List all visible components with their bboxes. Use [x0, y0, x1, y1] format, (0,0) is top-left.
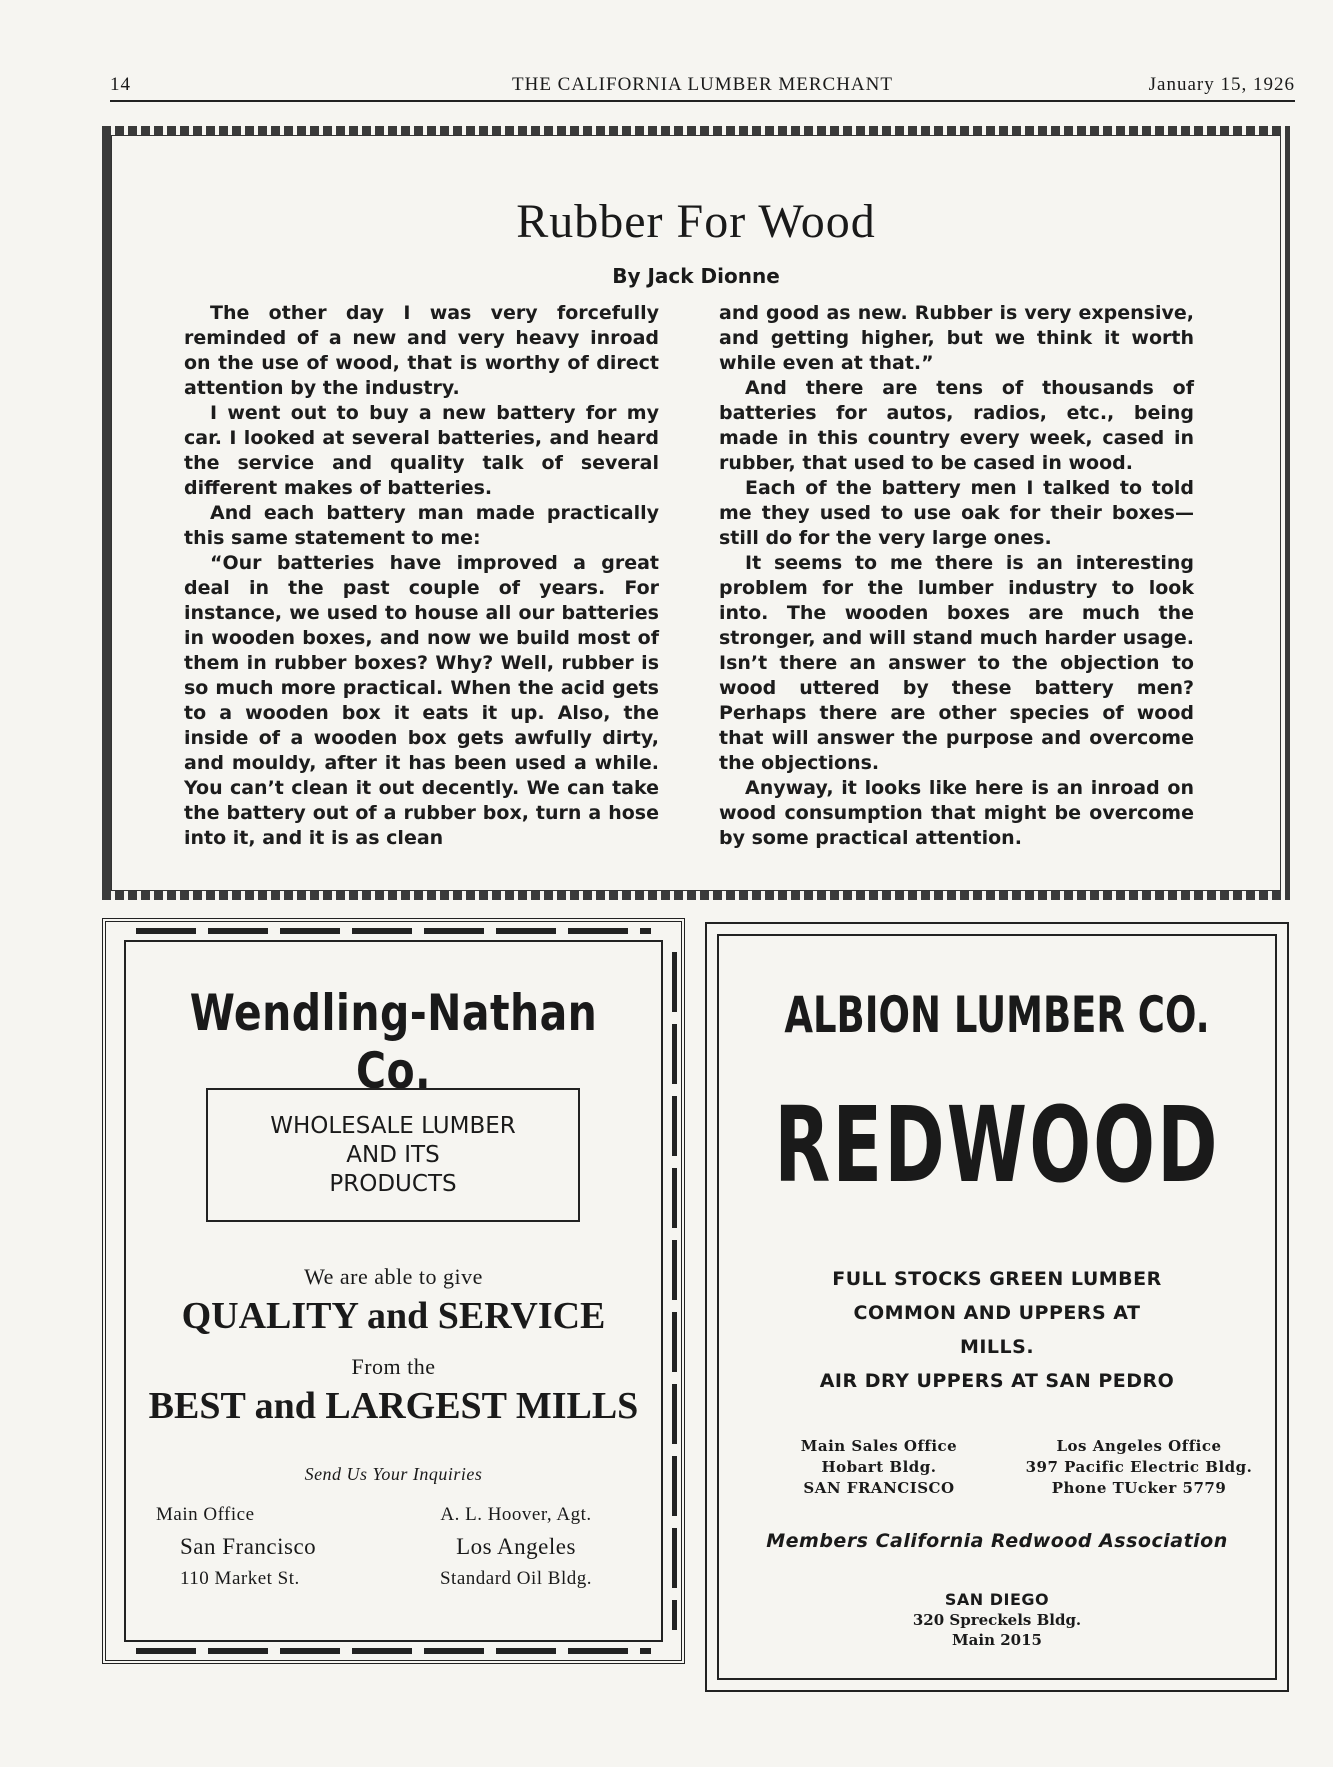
decorative-chain-border — [136, 1648, 651, 1654]
stock-line: AIR DRY UPPERS AT SAN PEDRO — [819, 1370, 1175, 1392]
san-diego-office — [719, 1590, 1275, 1650]
ad-inner-frame — [717, 934, 1277, 1680]
office-line: 397 Pacific Electric Bldg. — [1025, 1458, 1253, 1476]
article-paragraph: And each battery man made practically this same statement to me: — [184, 502, 659, 549]
running-head — [110, 70, 1295, 102]
article-column-left — [184, 301, 659, 851]
publication-title: THE CALIFORNIA LUMBER MERCHANT — [512, 74, 893, 95]
product-heading: REDWOOD — [774, 1084, 1220, 1206]
office-line: Main Sales Office — [800, 1437, 958, 1455]
wholesale-box — [206, 1088, 580, 1222]
article-paragraph: It seems to me there is an interesting problem for the lumber industry to look into. The wooden boxes are much the stronger, and will stand much harder usage. Isn’t there an answer to the objection to wood uttered by these battery men? Perhaps there are other species of wood that will answer the purpose and overcome the objections. — [719, 552, 1194, 774]
wholesale-line: PRODUCTS — [329, 1171, 457, 1197]
office-city: San Francisco — [180, 1534, 317, 1559]
article-paragraph: Anyway, it looks like here is an inroad on wood consumption that might be overcome by some practical attention. — [719, 777, 1194, 849]
article-paragraph: The other day I was very forcefully reminded of a new and very heavy inroad on the use of wood, that is worthy of direct attention by the industry. — [184, 302, 659, 399]
article-byline: By Jack Dionne — [612, 264, 780, 288]
wholesale-line: WHOLESALE LUMBER — [270, 1113, 516, 1139]
office-label: A. L. Hoover, Agt. — [440, 1504, 592, 1525]
decorative-chain-border — [672, 952, 677, 1630]
stock-line: MILLS. — [959, 1336, 1035, 1358]
office-line: Los Angeles Office — [1056, 1437, 1222, 1455]
office-label: Main Office — [156, 1504, 255, 1525]
office-city: SAN DIEGO — [944, 1590, 1050, 1609]
stock-line: FULL STOCKS GREEN LUMBER — [832, 1268, 1162, 1290]
page-number: 14 — [110, 74, 131, 95]
from-text: From the — [351, 1354, 436, 1379]
article-paragraph: Each of the battery men I talked to told me they used to use oak for their boxes—still do for the very large ones. — [719, 477, 1194, 549]
quality-service-heading: QUALITY and SERVICE — [181, 1295, 606, 1337]
office-line: Hobart Bldg. — [821, 1458, 937, 1476]
stock-info — [719, 1262, 1275, 1398]
office-address: 110 Market St. — [180, 1568, 300, 1589]
give-text: We are able to give — [304, 1264, 483, 1289]
article-box — [111, 135, 1281, 891]
article-column-right — [719, 301, 1194, 851]
company-name: Wendling-Nathan Co. — [189, 984, 598, 1100]
office-line: Main 2015 — [952, 1631, 1042, 1649]
office-line: Phone TUcker 5779 — [1051, 1479, 1227, 1497]
association-membership: Members California Redwood Association — [766, 1530, 1228, 1552]
issue-date: January 15, 1926 — [1148, 74, 1295, 95]
stock-line: COMMON AND UPPERS AT — [853, 1302, 1141, 1324]
wendling-nathan-ad — [102, 918, 685, 1664]
main-sales-office — [759, 1436, 999, 1499]
albion-lumber-ad — [705, 922, 1289, 1692]
article-title: Rubber For Wood — [516, 195, 876, 248]
article-paragraph: “Our batteries have improved a great deal in the past couple of years. For instance, we used to house all our batteries in wooden boxes, and now we build most of them in rubber boxes? Why? Well, rubber is so much more practical. When the acid gets to a wooden box it eats it up. Also, the inside of a wooden box gets awfully dirty, and mouldy, after it has been used a while. You can’t clean it out decently. We can take the battery out of a rubber box, turn a hose into it, and it is as clean — [184, 552, 659, 849]
agent-office-block — [406, 1504, 626, 1598]
office-address: Standard Oil Bldg. — [439, 1568, 593, 1589]
office-line: SAN FRANCISCO — [803, 1479, 955, 1497]
article-paragraph: I went out to buy a new battery for my car. I looked at several batteries, and heard the service and quality talk of several different makes of batteries. — [184, 402, 659, 499]
article-paragraph: And there are tens of thousands of batteries for autos, radios, etc., being made in this country every week, cased in rubber, that used to be cased in wood. — [719, 377, 1194, 474]
wholesale-line: AND ITS — [346, 1142, 440, 1168]
ad-inner-frame — [124, 940, 663, 1642]
inquiries-text: Send Us Your Inquiries — [304, 1464, 483, 1484]
los-angeles-office — [1019, 1436, 1259, 1499]
company-name: ALBION LUMBER CO. — [784, 986, 1210, 1044]
decorative-chain-border — [136, 928, 651, 934]
best-mills-heading: BEST and LARGEST MILLS — [148, 1385, 639, 1427]
office-city: Los Angeles — [456, 1534, 576, 1559]
article-paragraph: and good as new. Rubber is very expensive, and getting higher, but we think it worth while even at that.” — [719, 302, 1194, 374]
main-office-block — [156, 1504, 386, 1598]
office-line: 320 Spreckels Bldg. — [912, 1611, 1082, 1629]
article-frame — [102, 126, 1290, 900]
